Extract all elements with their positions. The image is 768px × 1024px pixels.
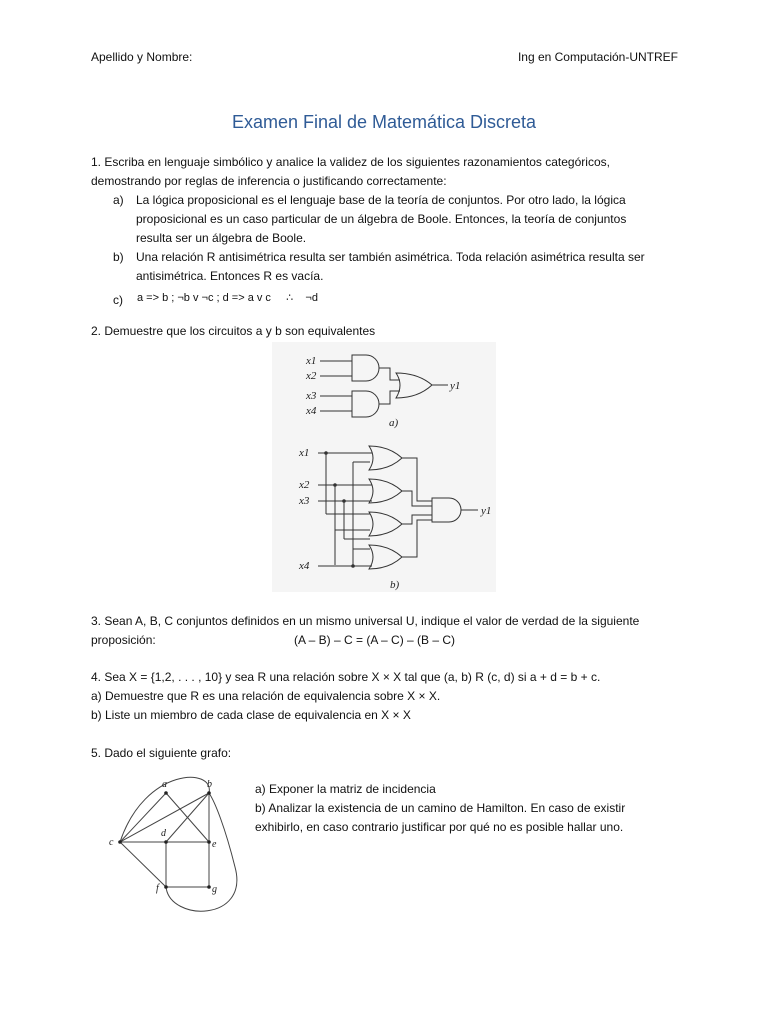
q1-item-a-line: proposicional es un caso particular de un álgebra de Boole. Entonces, la teoría de conjuntos	[136, 212, 627, 226]
and-gate	[352, 355, 379, 381]
or-gate	[396, 373, 432, 398]
circuit-b-caption: b)	[390, 579, 400, 591]
junction-dots	[324, 451, 355, 568]
q5-statement: 5. Dado el siguiente grafo:	[91, 746, 232, 760]
circuit-b-output-label: y1	[481, 505, 492, 517]
q1-item-a-line: resulta ser un álgebra de Boole.	[136, 231, 307, 245]
q1-item-a-label: a)	[113, 193, 124, 207]
circuit-a-input-label: x3	[306, 390, 317, 402]
q1-item-c-label: c)	[113, 293, 123, 307]
or-gate	[369, 512, 402, 536]
or-gate	[369, 479, 402, 503]
circuit-a-input-label: x2	[306, 370, 317, 382]
circuit-a-caption: a)	[389, 417, 399, 429]
q3-statement-label: proposición:	[91, 633, 156, 647]
circuit-b	[318, 446, 478, 569]
and-gate	[432, 498, 461, 522]
q4-statement: 4. Sea X = {1,2, . . . , 10} y sea R una relación sobre X × X tal que (a, b) R (c, d) si a + d = b + c.	[91, 670, 601, 684]
and-gate	[352, 391, 379, 417]
q2-statement: 2. Demuestre que los circuitos a y b son equivalentes	[91, 324, 376, 338]
circuit-b-input-label: x1	[299, 447, 310, 459]
circuit-a-input-label: x1	[306, 355, 317, 367]
q5-item-a: a) Exponer la matriz de incidencia	[255, 782, 436, 796]
q5-item-b: b) Analizar la existencia de un camino de Hamilton. En caso de existir	[255, 801, 626, 815]
circuit-b-input-label: x2	[299, 479, 310, 491]
graph-figure	[100, 772, 250, 920]
q3-statement-line1: 3. Sean A, B, C conjuntos definidos en un mismo universal U, indique el valor de verdad de la siguiente	[91, 614, 640, 628]
or-gate	[369, 446, 402, 470]
q3-formula: (A – B) – C = (A – C) – (B – C)	[294, 633, 456, 647]
q1-statement-line1: 1. Escriba en lenguaje simbólico y analice la validez de los siguientes razonamientos categóricos,	[91, 155, 610, 169]
q1-item-b-line: Una relación R antisimétrica resulta ser también asimétrica. Toda relación asimétrica resulta ser	[136, 250, 645, 264]
header-course-label: Ing en Computación-UNTREF	[517, 50, 678, 64]
q1-item-b-line: antisimétrica. Entonces R es vacía.	[136, 269, 324, 283]
graph-node-label: g	[212, 884, 217, 895]
or-gate	[369, 545, 402, 569]
q1-item-c-formula: a => b ; ¬b v ¬c ; d => a v c ∴ ¬d	[137, 292, 318, 304]
circuit-b-input-label: x3	[299, 495, 310, 507]
page-title: Examen Final de Matemática Discreta	[231, 112, 537, 132]
graph-node-label: b	[207, 779, 212, 790]
logic-circuits-figure	[272, 342, 496, 592]
q4-item-b: b) Liste un miembro de cada clase de equivalencia en X × X	[91, 708, 411, 722]
q1-statement-line2: demostrando por reglas de inferencia o justificando correctamente:	[91, 174, 447, 188]
circuit-b-input-label: x4	[299, 560, 310, 572]
graph-node-label: a	[162, 779, 167, 790]
graph-node-label: f	[156, 883, 159, 894]
q1-item-b-label: b)	[113, 250, 124, 264]
circuit-a-input-label: x4	[306, 405, 317, 417]
q4-item-a: a) Demuestre que R es una relación de equivalencia sobre X × X.	[91, 689, 441, 703]
q1-item-a-line: La lógica proposicional es el lenguaje base de la teoría de conjuntos. Por otro lado, la lógica	[136, 193, 626, 207]
graph-node-label: d	[161, 828, 166, 839]
graph-node-label: e	[212, 839, 217, 850]
q5-item-b-continued: exhibirlo, en caso contrario justificar por qué no es posible hallar uno.	[255, 820, 624, 834]
circuit-a-output-label: y1	[450, 380, 461, 392]
graph-node-label: c	[109, 837, 114, 848]
header-name-label: Apellido y Nombre:	[91, 50, 193, 64]
circuit-a	[320, 355, 448, 417]
